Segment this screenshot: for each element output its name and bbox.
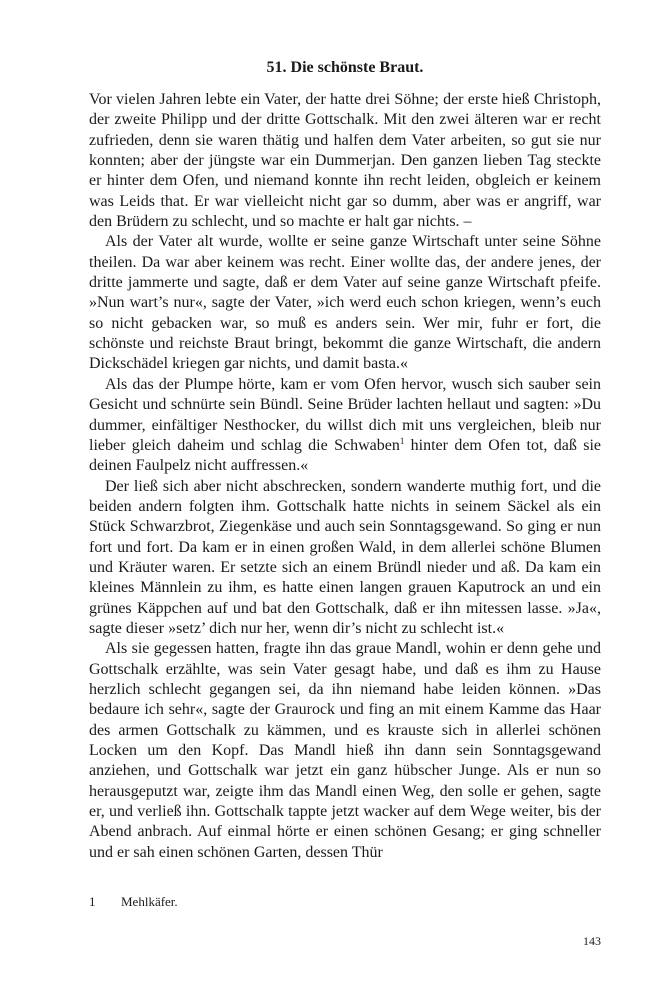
- page-number: 143: [583, 934, 601, 948]
- body-text: [89, 90, 601, 863]
- paragraph: Als sie gegessen hatten, fragte ihn das graue Mandl, wohin er denn gehe und Gottschalk erzählte, was sein Vater gesagt habe, und daß es ihm zu Hause herzlich schlecht gegangen sei, da ihn niemand habe leiden können. »Das bedaure ich sehr«, sagte der Graurock und fing an mit einem Kamme das Haar des armen Gottschalk zu kämmen, und es krauste sich in allerlei schönen Locken um den Kopf. Das Mandl hieß ihn dann sein Sonntagsgewand anziehen, und Gottschalk war jetzt ein ganz hübscher Junge. Als er nun so herausgeputzt war, zeigte ihm das Mandl einen Weg, den solle er gehen, sagte er, und verließ ihn. Gottschalk tappte jetzt wacker auf dem Wege weiter, bis der Abend anbrach. Auf einmal hörte er einen schönen Gesang; er ging schneller und er sah einen schönen Garten, dessen Thür: [89, 640, 601, 861]
- paragraph-text: Als das der Plumpe hörte, kam er vom Ofen hervor, wusch sich sauber sein Gesicht und schnürte sein Bündl. Seine Brüder lachten hellaut und sagten: »Du dummer, einfältiger Nesthocker, du willst dich mit uns vergleichen, bleib nur lieber gleich daheim und schlag die Schwaben: [89, 375, 601, 454]
- chapter-title: 51. Die schönste Braut.: [266, 59, 424, 76]
- footnote-number: 1: [89, 894, 96, 909]
- paragraph: [89, 375, 601, 477]
- paragraph: Der ließ sich aber nicht abschrecken, sondern wanderte muthig fort, und die beiden andern folgten ihm. Gottschalk hatte nichts in seinem Säckel als ein Stück Schwarzbrot, Ziegenkäse und auch sein Sonntagsgewand. So ging er nun fort und fort. Da kam er in einen großen Wald, in dem allerlei schöne Blumen und Kräuter waren. Er setzte sich an einem Bründl nieder und aß. Da kam ein kleines Männlein zu ihm, es hatte einen langen grauen Kaputrock an und ein grünes Käppchen auf und bat den Gottschalk, daß er ihn mitessen lasse. »Ja«, sagte dieser »setz’ dich nur her, wenn dir’s nicht zu schlecht ist.«: [89, 477, 601, 637]
- footnote-marker: 1: [399, 435, 405, 446]
- paragraph: Vor vielen Jahren lebte ein Vater, der hatte drei Söhne; der erste hieß Christoph, der zweite Philipp und der dritte Gottschalk. Mit den zwei älteren war er recht zufrieden, denn sie waren thätig und halfen dem Vater arbeiten, so gut sie nur konnten; aber der jüngste war ein Dummerjan. Den ganzen lieben Tag steckte er hinter dem Ofen, und niemand konnte ihn recht leiden, obgleich er keinem was Leids that. Er war vielleicht nicht gar so dumm, aber was er angriff, war den Brüdern zu schlecht, und so machte er halt gar nichts. –: [89, 91, 601, 231]
- footnote: [89, 894, 178, 910]
- paragraph-text-tail: hinter dem Ofen tot, daß sie deinen Faulpelz nicht auffressen.«: [89, 436, 601, 475]
- paragraph: Als der Vater alt wurde, wollte er seine ganze Wirtschaft unter seine Söhne theilen. Da war aber keinem was recht. Einer wollte das, der andere jenes, der dritte jammerte und sagte, daß er dem Vater auf seine ganze Wirtschaft pfeife. »Nun wart’s nur«, sagte der Vater, »ich werd euch schon kriegen, wenn’s euch so nicht gebacken war, so muß es anders sein. Wer mir, fuhr er fort, die schönste und reichste Braut bringt, bekommt die ganze Wirtschaft, die andern Dickschädel kriegen gar nichts, und damit basta.«: [89, 233, 601, 373]
- footnote-text: Mehlkäfer.: [121, 894, 178, 909]
